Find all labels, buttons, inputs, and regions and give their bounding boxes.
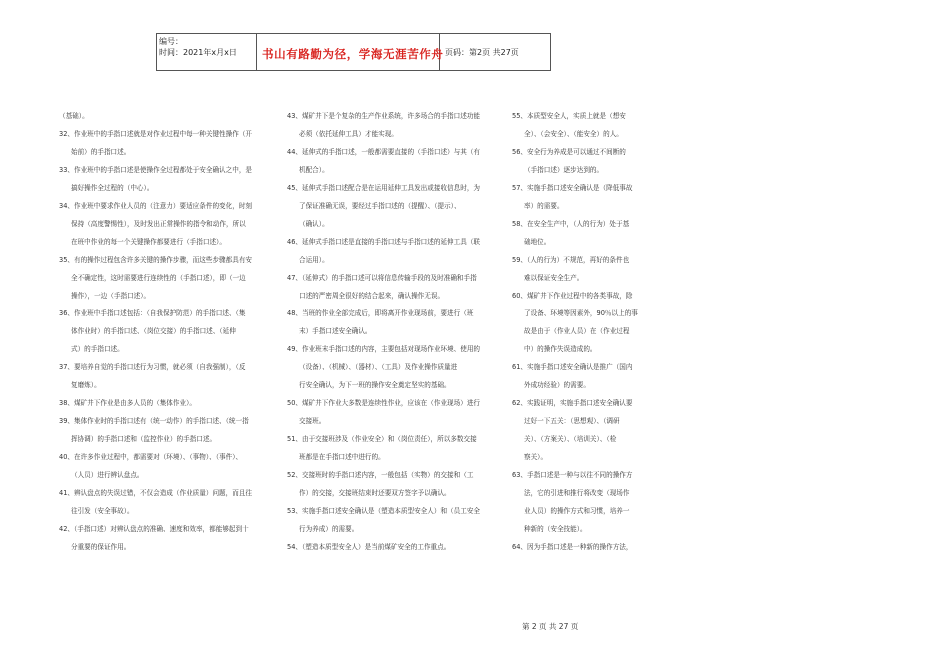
text-line: 63、手指口述是一种与以往不同的操作方 (512, 471, 633, 479)
text-line: 45、延伸式手指口述配合是在运用延伸工具发出或接收信息时，为 (287, 183, 481, 192)
text-line: 了保证准确无误，要经过手指口述的（提醒）、（提示）、 (299, 201, 461, 210)
text-line: 40、在许多作业过程中，都需要对（环境）、（事物）、（事件）、 (59, 453, 243, 462)
text-line: （手指口述）逐步达到的。 (524, 165, 604, 174)
text-line: 行为养成）的需要。 (299, 524, 359, 533)
text-line: 操作），一边（手指口述）。 (71, 291, 151, 300)
page-header (156, 33, 551, 71)
text-line: 始前）的手指口述。 (71, 147, 131, 156)
text-line: 56、安全行为养成是可以通过不间断的 (512, 147, 626, 156)
text-line: 末）手指口述安全确认。 (299, 327, 372, 336)
text-line: 51、由于交接班涉及（作业安全）和（岗位责任），所以多数交接 (287, 435, 477, 444)
page-footer: 第 2 页 共 27 页 (522, 622, 579, 631)
text-line: 53、实施手指口述安全确认是（塑造本质型安全人）和（员工安全 (287, 506, 481, 515)
text-line: 行安全确认，为下一班的操作安全奠定坚实的基础。 (299, 381, 451, 390)
text-line: （确认）。 (299, 219, 329, 228)
text-line: 33、作业班中的手指口述是使操作全过程都处于安全确认之中，是 (59, 165, 253, 174)
text-line: 保持（高度警惕性），及时发出正常操作的指令和动作，所以 (71, 219, 246, 228)
text-line: 往引发（安全事故）。 (71, 506, 134, 515)
text-line: 59、（人的行为）不规范，再好的条件也 (512, 255, 630, 264)
text-line: 交接班。 (299, 417, 326, 426)
text-line: 业人员）的操作方式和习惯，培养一 (524, 506, 630, 515)
text-line: （人员）进行辨认盘点。 (71, 471, 144, 479)
text-line: 关）、（方案关）、（培训关）、（检 (524, 435, 617, 444)
text-line: 34、作业班中要求作业人员的（注意力）要适应条件的变化，时刻 (59, 201, 253, 210)
text-line: 62、实践证明，实施手指口述安全确认要 (512, 399, 633, 408)
text-line: 35、有的操作过程包含许多关键的操作步骤，而这些步骤都具有安 (59, 255, 253, 264)
text-line: （基础）。 (59, 112, 89, 120)
text-line: 49、作业班末手指口述的内容，主要包括对现场作业环境、使用的 (287, 345, 481, 354)
text-line: 47、（延伸式）的手指口述可以将信息传输手段的及时准确和手指 (287, 273, 477, 282)
text-line: 39、集体作业时的手指口述有（统一动作）的手指口述、（统一指 (59, 417, 249, 426)
text-line: 43、煤矿井下是个复杂的生产作业系统，许多场合的手指口述功能 (287, 112, 481, 120)
text-line: 故是由于（作业人员）在（作业过程 (524, 327, 630, 336)
text-line: 挥协调）的手指口述和（监控作业）的手指口述。 (71, 435, 217, 444)
text-line: （设备）、（机械）、（器材）、（工具）及作业操作质量进 (299, 363, 458, 372)
header-divider (256, 34, 257, 70)
text-line: 55、本质型安全人，实质上就是（想安 (512, 112, 626, 120)
text-line: 搞好操作全过程的（中心）。 (71, 183, 154, 192)
text-line: 础地位。 (524, 237, 551, 246)
text-line: 式）的手指口述。 (71, 345, 124, 354)
text-line: 64、因为手指口述是一种新的操作方法， (512, 542, 633, 551)
text-line: 37、要培养自觉的手指口述行为习惯，就必须（自我强制），（反 (59, 363, 246, 372)
text-line: 在班中作业的每一个关键操作都要进行（手指口述）。 (71, 237, 226, 246)
text-line: 46、延伸式手指口述是直接的手指口述与手指口述的延伸工具（联 (287, 237, 481, 246)
text-line: 察关）。 (524, 453, 548, 462)
text-line: 种新的（安全技能）。 (524, 524, 587, 533)
text-line: 复磨炼）。 (71, 381, 101, 390)
text-line: 48、当班的作业全部完成后，即将离开作业现场前，要进行（班 (287, 309, 474, 318)
text-line: 必须（依托延伸工具）才能实现。 (299, 129, 398, 138)
text-line: 机配合）。 (299, 165, 329, 174)
text-line: 50、煤矿井下作业大多数是连续性作业，应该在（作业现场）进行 (287, 399, 481, 408)
header-number-label: 编号： (159, 37, 183, 46)
text-line: 32、作业班中的手指口述就是对作业过程中每一种关键性操作（开 (59, 129, 253, 138)
text-line: 60、煤矿井下作业过程中的各类事故，除 (512, 291, 633, 300)
header-page-label: 页码：第2页 共27页 (445, 48, 519, 57)
text-line: 中）的操作失误造成的。 (524, 345, 597, 354)
text-line: 法，它的引进和推行将改变（现场作 (524, 488, 630, 497)
text-line: 44、延伸式的手指口述，一般都需要直接的（手指口述）与其（有 (287, 147, 481, 156)
text-line: 57、实施手指口述安全确认是（降低事故 (512, 183, 633, 192)
text-line: 61、实施手指口述安全确认是推广（国内 (512, 363, 633, 372)
text-line: 分重要的保证作用。 (71, 542, 131, 551)
text-line: 班都是在手指口述中进行的。 (299, 453, 385, 462)
text-line: 过好一下五关：（思想观）、（调研 (524, 417, 620, 426)
text-line: 体作业时）的手指口述、（岗位交接）的手指口述、（延伸 (71, 327, 236, 336)
header-meta (159, 36, 237, 58)
text-line: 42、（手指口述）对辨认盘点的准确、速度和效率，都能够起到十 (59, 524, 249, 533)
text-line: 38、煤矿井下作业是由多人员的（集体作业）。 (59, 399, 196, 408)
text-line: 了设备、环境等因素外，90％以上的事 (524, 309, 638, 318)
header-divider (156, 34, 157, 70)
text-line: 外成功经验）的需要。 (524, 381, 590, 390)
text-line: 难以保证安全生产。 (524, 273, 584, 282)
text-line: 41、辨认盘点的失误过错，不仅会造成（作业质量）问题，而且往 (59, 488, 253, 497)
header-motto: 书山有路勤为径，学海无涯苦作舟 (262, 47, 444, 61)
text-line: 率）的需要。 (524, 201, 564, 210)
text-line: 36、作业班中手指口述包括：（自我保护防范）的手指口述、（集 (59, 309, 246, 318)
text-line: 52、交接班时的手指口述内容，一般包括（实物）的交接和（工 (287, 471, 474, 479)
header-time-label: 时间：2021年x月x日 (159, 48, 237, 57)
header-divider (550, 34, 551, 70)
text-line: 合运用）。 (299, 255, 329, 264)
text-line: 全不确定性，这时需要进行连续性的（手指口述），即（一边 (71, 273, 246, 282)
text-line: 作）的交接，交接班结束时还要双方签字予以确认。 (299, 488, 451, 497)
text-line: 54、（塑造本质型安全人）是当前煤矿安全的工作重点。 (287, 542, 451, 551)
text-line: 全）、（会安全）、（能安全）的人。 (524, 129, 623, 138)
text-line: 58、在安全生产中，（人的行为）处于基 (512, 219, 630, 228)
text-line: 口述的严密周全很好的结合起来，确认操作无误。 (299, 291, 445, 300)
